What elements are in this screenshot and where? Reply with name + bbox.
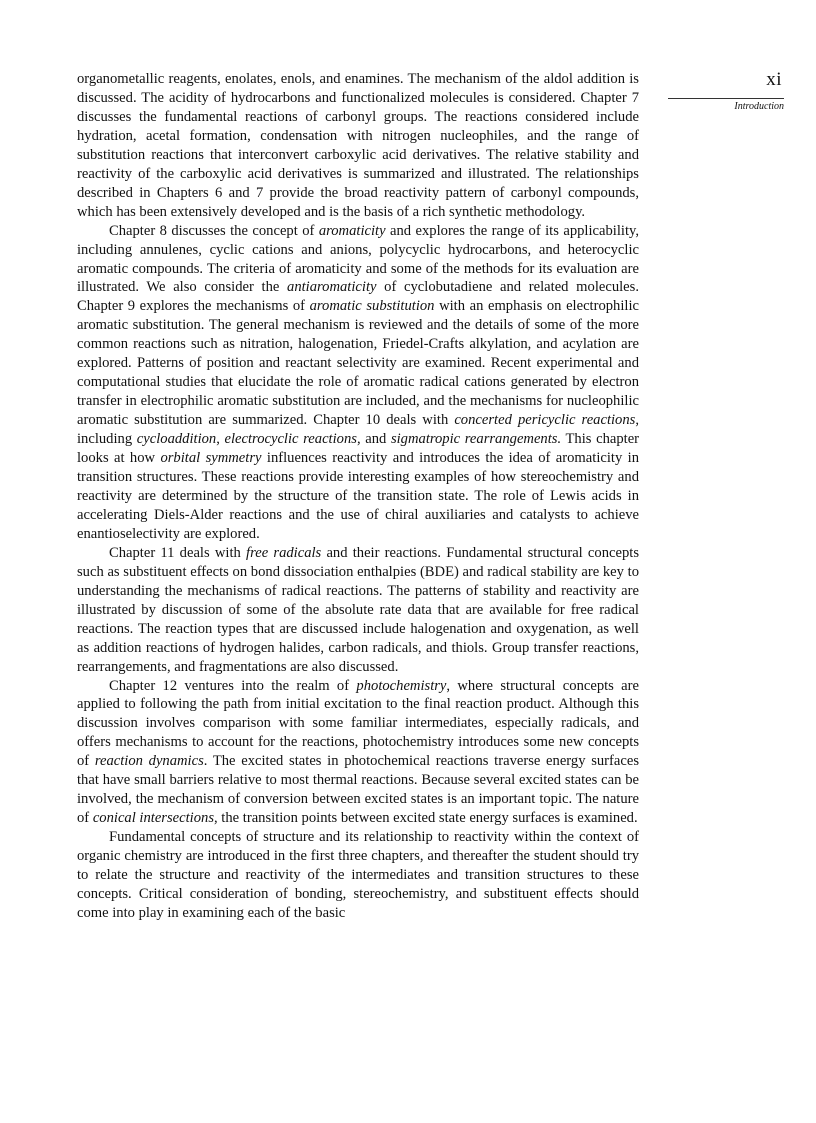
paragraph (77, 677, 639, 829)
italic-term: orbital symmetry (160, 450, 262, 467)
body-text (77, 70, 639, 923)
text-run: . The excited states in photochemical reactions traverse energy surfaces that have small barriers relative to most thermal reactions. Because several excited states can be involved, the mechanism of conversion between excited states is an important topic. The nature of (77, 753, 639, 827)
italic-term: aromaticity (318, 222, 386, 239)
italic-term: concerted pericyclic reactions (454, 412, 636, 429)
paragraph (77, 222, 639, 544)
running-head: Introduction (734, 101, 784, 112)
paragraph (77, 70, 639, 222)
text-run: Chapter 11 deals with (109, 544, 247, 561)
text-run: , including (77, 412, 639, 448)
paragraph (77, 544, 639, 677)
italic-term: sigmatropic rearrangements. (390, 431, 562, 448)
italic-term: conical intersections (92, 810, 214, 827)
text-run: Chapter 8 discusses the concept of (109, 222, 319, 239)
text-run: influences reactivity and introduces the idea of aromaticity in transition structures. These reactions provide interesting examples of how stereochemistry and reactivity are determined by the structure of the transition state. The role of Lewis acids in accelerating Diels-Alder reactions and the use of chiral auxiliaries and catalysts to achieve enantioselectivity are explored. (77, 450, 639, 542)
italic-term: electrocyclic reactions (224, 431, 357, 448)
text-run: Fundamental concepts of structure and its relationship to reactivity within the context of organic chemistry are introduced in the first three chapters, and thereafter the student should try to relate the structure and reactivity of the intermediates and transition structures to these concepts. Critical consideration of bonding, stereochemistry, and substituent effects should come into play in examining each of the basic (77, 829, 639, 921)
text-run: Chapter 12 ventures into the realm of (109, 677, 357, 694)
text-run: , where structural concepts are applied to following the path from initial excitation to the final reaction product. Although this discussion involves comparison with some familiar intermediates, especially radicals, and offers mechanisms to account for the reactions, photochemistry introduces some new concepts of (77, 677, 639, 770)
italic-term: free radicals (246, 544, 322, 561)
page-number: xi (766, 69, 782, 90)
header-rule (668, 98, 784, 99)
italic-term: photochemistry (356, 677, 447, 694)
italic-term: antiaromaticity (287, 279, 377, 296)
text-run: and their reactions. Fundamental structural concepts such as substituent effects on bond dissociation enthalpies (BDE) and radical stability are key to understanding the mechanisms of radical reactions. The patterns of stability and reactivity are illustrated by discussion of some of the absolute rate data that are available for free radical reactions. The reaction types that are discussed include halogenation and oxygenation, as well as addition reactions of hydrogen halides, carbon radicals, and thiols. Group transfer reactions, rearrangements, and fragmentations are also discussed. (77, 544, 639, 675)
text-run: This chapter looks at how (77, 431, 640, 467)
text-run: with an emphasis on electrophilic aromatic substitution. The general mechanism is reviewed and the details of some of the more common reactions such as nitration, halogenation, Friedel-Crafts alkylation, and acylation are explored. Patterns of position and reactant selectivity are examined. Recent experimental and computational studies that elucidate the role of aromatic radical cations generated by electron transfer in electrophilic aromatic substitution are included, and the mechanisms for nucleophilic aromatic substitution are summarized. Chapter 10 deals with (77, 298, 639, 429)
text-run: , and (356, 431, 391, 448)
italic-term: aromatic substitution (309, 298, 435, 315)
italic-term: cycloaddition (136, 431, 217, 448)
text-run: and explores the range of its applicability, including annulenes, cyclic cations and anions, polycyclic hydrocarbons, and heterocyclic aromatic compounds. The criteria of aromaticity and some of the methods for its evaluation are illustrated. We also consider the (77, 222, 639, 296)
text-run: organometallic reagents, enolates, enols, and enamines. The mechanism of the aldol addition is discussed. The acidity of hydrocarbons and functionalized molecules is considered. Chapter 7 discusses the fundamental reactions of carbonyl groups. The reactions considered include hydration, acetal formation, condensation with nitrogen nucleophiles, and the range of substitution reactions that interconvert carboxylic acid derivatives. The relative stability and reactivity of the carboxylic acid derivatives is summarized and illustrated. The relationships described in Chapters 6 and 7 provide the broad reactivity pattern of carbonyl compounds, which has been extensively developed and is the basis of a rich synthetic methodology. (77, 71, 639, 220)
paragraph (77, 828, 639, 923)
page-header (668, 68, 784, 114)
italic-term: reaction dynamics (94, 753, 204, 770)
text-run: of cyclobutadiene and related molecules. Chapter 9 explores the mechanisms of (77, 279, 639, 315)
text-run: , the transition points between excited state energy surfaces is examined. (214, 810, 638, 827)
text-run: , (216, 431, 225, 448)
